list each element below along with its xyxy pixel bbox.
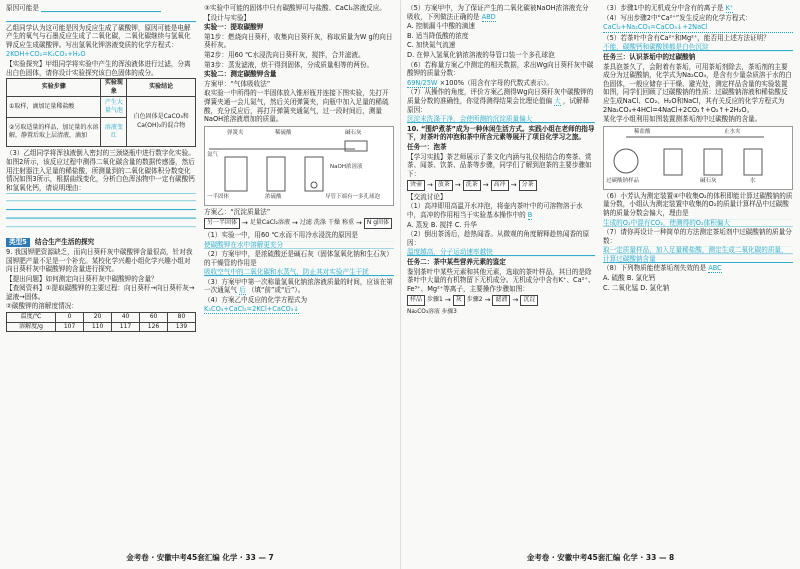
flow-step: 过滤	[299, 219, 312, 227]
answer: CaCl₂+Na₂CO₃=CaCO₃↓+2NaCl	[603, 23, 793, 33]
table-solid-composition	[6, 78, 196, 147]
answer: 不能，碳酸钙和碳酸镁都是白色沉淀	[603, 43, 793, 52]
apparatus-figure-2	[603, 126, 793, 190]
text-para: 第3步：蒸发滤液，烘干得到固体，分成质量相等的两份。	[204, 60, 374, 69]
text-para: 【提出问题】如何测定向日葵秆灰中碳酸钾的含量？	[6, 274, 158, 283]
flow-element-test: 样品 步骤1 → 灰 步骤2 → 滤液 → 沉淀	[407, 295, 595, 306]
question-part: （3）步骤1中的无机成分中含有的离子是	[603, 4, 724, 12]
footer-right: 金考卷 · 安徽中考45套汇编 化学 · 33 — 8	[526, 553, 675, 562]
table-cell: ②另取适量的样品，加足量的水溶解，静置后取上层清液，滴加	[7, 118, 101, 147]
text-para: 第2步：用60 ℃水浸洗向日葵秆灰，搅拌，合并滤液。	[204, 50, 365, 59]
flow-step: 干燥	[327, 219, 340, 227]
answer: 吸收空气中的二氧化碳和水蒸气，防止其对实验产生干扰	[204, 268, 394, 277]
table-header: 实验现象	[101, 79, 127, 97]
question-part: （7）请你再设计一种简单的方法测定茶垢剂中过碳酸钠的质量分数：	[603, 228, 792, 245]
footer-left: 金考卷 · 安徽中考45套汇编 化学 · 33 — 7	[126, 553, 274, 562]
label-water: 水	[750, 177, 756, 184]
answer: K₂CO₃+CaCl₂=2KCl+CaCO₃↓	[204, 304, 299, 313]
table-cell: ①取样，滴加足量稀盐酸	[7, 97, 101, 118]
answer: 使碳酸钾在水中溶解更充分	[204, 241, 394, 250]
answer: B	[527, 211, 533, 220]
answer: 生成的O₂中混有CO₂，使测得的O₂体积偏大	[603, 219, 793, 228]
table-cell: 139	[168, 322, 196, 332]
task-heading: 任务三：认识茶垢中的过碳酸钠	[603, 52, 696, 61]
right-column-1	[407, 4, 595, 318]
text-para: 【设计与实验】	[204, 13, 251, 22]
option: D. 在伸入氢氧化钠浓溶液的导管口装一个多孔球泡	[407, 50, 555, 59]
flow-precipitation: 另一半固体 → 足量CaCl₂溶液 → 过滤 洗涤 干燥 称重 → N g固体	[204, 218, 394, 229]
flow-tea-steps: 烫壶 → 放茶 → 洗茶 → 高冲 → 分茶	[407, 180, 595, 191]
text-para: 【查阅资料】①提取碳酸钾的主要过程：向日葵秆→向日葵秆灰→滤液→固体。	[6, 284, 195, 301]
answer: K⁺	[725, 4, 734, 12]
text-para: 茶具泡茶久了，会附着有茶垢，可用茶垢剂除去，茶垢剂的主要成分为过碳酸钠，化学式为Na₂CO₄，是含有少量杂质溶于水的白色固体，一般应储存于干燥、避光处，测定样品含量的实验装置如图，同学们回顾了过碳酸钠的性质：过碳酸钠溶液和稀盐酸反应生成NaCl、CO₂、H₂O和NaCl，其有关反应的化学方程式为2Na₂CO₄+4HCl=4NaCl+2CO₂↑+O₂↑+2H₂O。	[603, 62, 792, 114]
flow-step: N g固体	[364, 218, 392, 229]
text-line: ，试解释原因：	[407, 96, 590, 114]
flow-step: 滤液	[492, 295, 510, 306]
answer: 2KOH+CO₂=K₂CO₃+H₂O	[6, 50, 86, 59]
flow-step: 称重	[341, 219, 354, 227]
table-cell: 产生大量气泡	[101, 97, 127, 118]
flow-step: 沉淀	[520, 295, 538, 306]
table-solubility	[6, 312, 196, 332]
table-cell: 温度/℃	[7, 313, 56, 323]
question-part: （3）方案甲中第一次称量氢氧化钠浓溶液质量的时间，应该在第一次通氮气	[204, 277, 393, 295]
table-header: 实验结论	[127, 79, 196, 97]
text-line: （填“前”或“后”）。	[247, 286, 305, 295]
question-part: （5）若茶叶中含有Ca²⁺和Mg²⁺，能否用上述方法证明？	[603, 33, 770, 42]
flow-step: 灰	[453, 295, 465, 306]
flow-step-label: Na₂CO₃溶液 步骤3	[407, 309, 457, 315]
option: C. 二氧化锰 D. 氯化钠	[603, 283, 670, 292]
text-para: ②碳酸钾的溶解度情况：	[6, 302, 78, 311]
label-nitrogen: 氮气	[207, 151, 219, 158]
question-part: （7）从操作的角度，评价方案乙测得Wg向日葵秆灰中碳酸钾的质量分数的准确性，你觉得测得结果会比理论值偏	[407, 88, 594, 105]
question-part: （4）写出步骤2中“Ca²⁺”发生反应的化学方程式：	[603, 13, 752, 22]
right-column-2	[603, 4, 793, 293]
text-para: 【学习实践】茶艺师展示了茶文化内涵与礼仪相结合的奏茶、赏茶、闻茶、饮茶、品茶等步骤，同学们了解到泡茶的主要步骤如下：	[407, 152, 592, 178]
option: C. 加快氮气流速	[407, 41, 456, 50]
flow-step: 洗涤	[313, 219, 326, 227]
question-part: （1）高冲即用高温开水冲泡，将壶内茶叶中的可溶物溶于水中，高冲的作用相当于实验基本操作中的	[407, 202, 583, 220]
option: A. 硫酸 B. 氯化钙	[603, 274, 656, 283]
label-half-solid: 一半固体	[207, 193, 230, 200]
answer: ABC	[708, 264, 722, 273]
label-dilute-acid: 稀硫酸	[275, 129, 292, 136]
flow-step: 高冲	[491, 180, 509, 191]
option: A. 蒸发 B. 搅拌 C. 升华	[407, 220, 477, 229]
question-part: （6）若称量方案乙中测定的相关数据，求出Wg向日葵秆灰中碳酸钾的质量分数：	[407, 60, 594, 78]
table-cell: 溶解度/g	[7, 322, 56, 332]
table-cell: 107	[56, 322, 84, 332]
label-sample: 过碳酸钠样品	[606, 177, 640, 184]
text-para: ③实验中可能的固体中只有碳酸钾可与盐酸、CaCl₂溶液反应。	[204, 4, 386, 12]
answer: 沉淀未洗涤干净，会使所测的沉淀质量偏大	[407, 115, 595, 124]
question-part: （2）倒出茶汤后，趁热闻香。从微观的角度解释趁热闻香的原因：	[407, 230, 590, 247]
section-title: 结合生产生活的探究	[34, 238, 95, 247]
question-part: （5）方案甲中，为了保证产生的二氧化碳被NaOH浓溶液充分吸收，下列做法正确的是	[407, 4, 589, 21]
flow-step: 洗茶	[463, 180, 481, 191]
text-para: 某化学小组利用如图装置测茶垢剂中过碳酸钠的含量。	[603, 115, 762, 124]
task-heading: 任务一：泡茶	[407, 142, 447, 151]
question-part: （8）下列物质能使茶垢剂失效的是	[603, 264, 707, 273]
heading: 【交流讨论】	[407, 192, 447, 201]
heading: 实验一：提取碳酸钾	[204, 23, 264, 32]
table-cell: 白色固体是CaCO₃和Ca(OH)₂的混合物	[127, 97, 196, 147]
flow-step: 步骤2	[466, 296, 483, 304]
label-clamp: 止水夹	[724, 128, 741, 135]
table-cell: 80	[168, 313, 196, 323]
text-line: ×100%（用含有字母的代数式表示）。	[439, 78, 553, 87]
flow-step: 烫壶	[407, 180, 425, 191]
left-column-1	[6, 4, 196, 332]
flow-step: 样品	[407, 295, 425, 306]
left-column-2	[204, 4, 394, 314]
answer: 69N/25W	[407, 78, 438, 87]
text-para: 方案甲：“气体吸收法”	[204, 79, 271, 88]
table-cell: 溶液变红	[101, 118, 127, 147]
answer: ABD	[481, 12, 496, 21]
task-heading: 任务二：茶中某些营养元素的鉴定	[407, 258, 506, 267]
answer: 取一定质量样品，加入足量稀盐酸，测定生成二氧化碳的质量，计算过碳酸钠含量	[603, 246, 793, 263]
flow-step: 分茶	[519, 180, 537, 191]
label-naoh: NaOH浓溶液	[330, 163, 363, 170]
text-para: （3）乙组同学将浑浊液倒入密封的三颈烧瓶中进行数字化实验。如图2所示，该反应过程中测得二氧化碳含量的数据传感器，然后用注射器注入足量的稀盐酸，所测量到的二氧化碳体积分数变化情况如图3所示，根据曲线变化，分析白色浑浊物中一定有碳酸钙和氢氧化钙，请说明理由：	[6, 149, 195, 192]
section-tag: 类型5	[6, 238, 30, 247]
table-cell: 126	[140, 322, 168, 332]
label-conc-acid: 浓硫酸	[265, 193, 282, 200]
answer: 后	[239, 286, 246, 295]
table-header: 实验步骤	[7, 79, 101, 97]
page-right	[400, 0, 800, 569]
table-cell: 40	[112, 313, 140, 323]
question-part: （1）实验一中，用60 ℃水而不用冷水浸洗的原因是	[204, 230, 358, 239]
text-para: 取实验一中所得的一半固体放入锥形瓶并连接下图实验，先打开弹簧夹通一会儿氮气，然后关闭弹簧夹，向瓶中加入足量的稀硫酸，充分反应后，再打开弹簧夹通氮气，过一段时间后，测量NaOH浓溶液增加的质量。	[204, 89, 389, 124]
question-9: 9. 我国钾肥资源缺乏，而向日葵秆灰中碳酸钾含量很高，针对我国钾肥产量不足是一个补充。某校化学兴趣小组化学兴趣小组对向日葵秆灰中碳酸钾的含量进行探究。	[6, 247, 193, 274]
text-para: 乙组同学认为这可能是因为反应生成了碳酸钾，原因可能是电解产生的氧气与石墨反应生成了二氧化碳，二氧化碳继续与氢氧化钾反应生成碳酸钾。写出氢氧化钾溶液变质的化学方程式：	[6, 23, 191, 49]
question-10: 10. “围炉煮茶”成为一种休闲生活方式。实践小组在老师的指导下，对茶叶的冲泡和茶中所含元素等展开了项目化学习之旅。	[407, 124, 595, 142]
option: B. 适当降低酸的浓度	[407, 31, 469, 40]
question-part: （2）方案甲中，是浓硫酸还是碱石灰（固体氢氧化钠和生石灰）的干燥管的作用是	[204, 250, 393, 267]
flow-step: 另一半固体	[204, 218, 240, 229]
label-pipe: 导管下端有一多孔球泡	[325, 193, 381, 200]
table-cell: 110	[84, 322, 112, 332]
heading: 实验二：测定碳酸钾含量	[204, 70, 277, 79]
text-para: 第1步：燃烧向日葵秆，收集向日葵秆灰，称取质量为W g的向日葵秆灰。	[204, 32, 393, 50]
text-para: 方案乙：“沉淀质量法”	[204, 207, 271, 216]
question-part: （6）小芳认为测定装置④中收集O₂的体积即能计算过碳酸钠的质量分数，小组认为测定装置中收集的O₂的质量计算样品中过碳酸钠的质量分数会偏大，理由是	[603, 191, 793, 217]
label-soda-lime: 碱石灰	[700, 177, 717, 184]
table-cell: 60	[140, 313, 168, 323]
text-para: 【实验探究】甲组同学将实验中产生的浑浊液体进行过滤，分离出白色固体，请你设计实验探究该白色固体的成分。	[6, 59, 191, 77]
text-line: 原因可能是	[6, 4, 39, 12]
apparatus-figure-1	[204, 126, 394, 206]
table-cell: 20	[84, 313, 112, 323]
table-cell: 0	[56, 313, 84, 323]
answer: 大	[554, 96, 561, 105]
label-soda-lime: 碱石灰	[345, 129, 362, 136]
flow-step: 放茶	[435, 180, 453, 191]
answer: 温度越高，分子运动速率越快	[407, 248, 595, 257]
label-spring-clip: 弹簧夹	[227, 129, 244, 136]
flow-step: 步骤1	[427, 296, 443, 304]
question-part: （4）方案乙中反应的化学方程式为	[204, 296, 308, 305]
text-para: 鉴别茶叶中某些元素和其他元素，选取的茶叶样品，其目的是除茶叶中大量的有机物留下无机成分。无机成分中含有K⁺、Ca²⁺、Fe³⁺、Mg²⁺等离子，主要操作步骤如图：	[407, 267, 595, 293]
option: A. 控制漏斗中酸的滴速	[407, 22, 475, 31]
label-hcl: 稀盐酸	[634, 128, 651, 135]
table-cell: 117	[112, 322, 140, 332]
flow-step: 足量CaCl₂溶液	[249, 219, 291, 227]
